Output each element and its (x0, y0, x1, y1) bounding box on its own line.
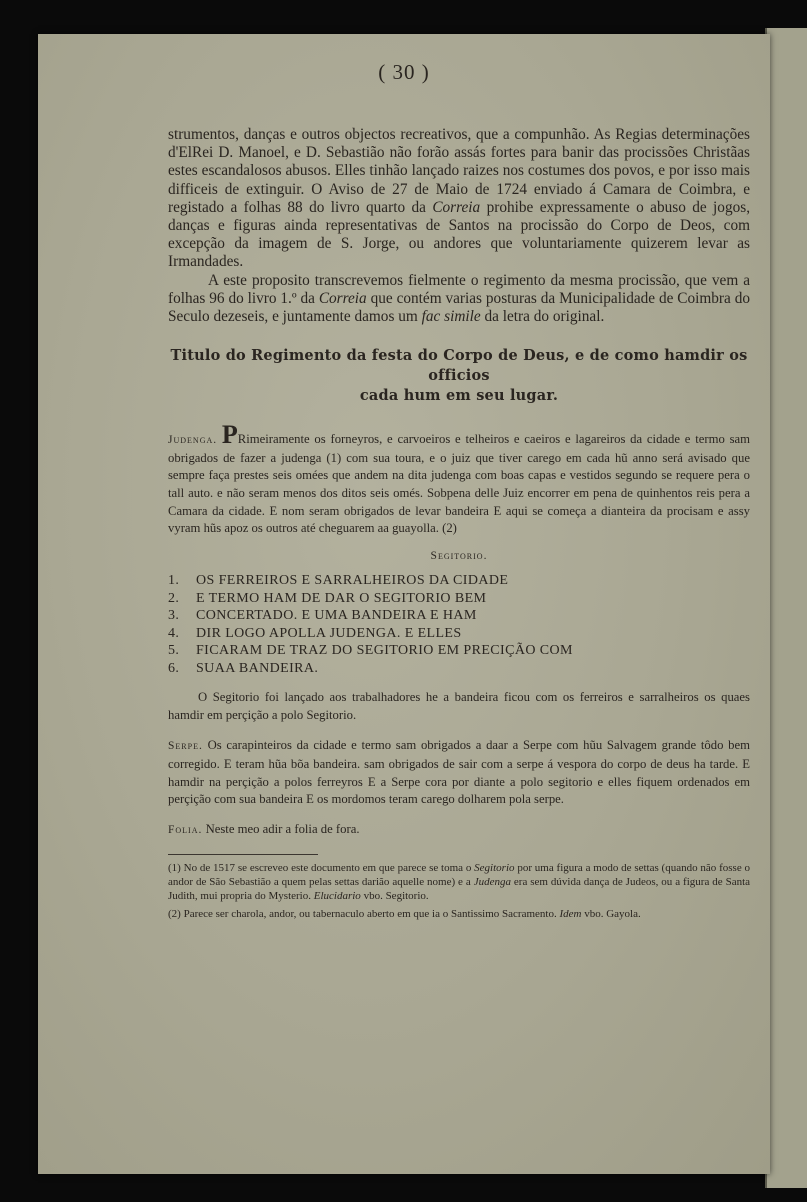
list-text: DIR LOGO APOLLA JUDENGA. E ELLES (196, 625, 462, 641)
footnote-1-italic: Segitorio (474, 862, 515, 875)
footnote-2-italic: Idem (559, 908, 582, 921)
regimento-title-line1: Titulo do Regimento da festa do Corpo de Deus, e de como hamdir os officios (170, 347, 748, 385)
footnote-1-text-b: por uma figura a modo de settas (quando não fosse o andor de São Sebastião a quem pelas settas darião aquelle nome) e a (168, 862, 751, 889)
para2-text-a: A este proposito transcrevemos fielmente o regimento da mesma procissão, que vem a folhas 96 do livro 1.º da (168, 271, 750, 307)
book-page (38, 34, 770, 1174)
footnotes (168, 861, 750, 921)
folia-paragraph (168, 821, 750, 840)
list-text: SUAA BANDEIRA. (196, 660, 319, 676)
page-content (168, 126, 750, 925)
list-text: E TERMO HAM DE DAR O SEGITORIO BEM (196, 590, 487, 606)
facsimile-list (168, 572, 750, 677)
regimento-title (168, 346, 750, 406)
footnote-divider (168, 854, 318, 855)
list-item (168, 642, 750, 660)
footnote-1-text: (1) No de 1517 se escreveo este documento em que parece se toma o (168, 862, 472, 875)
judenga-dropcap: P (221, 420, 238, 450)
para2-text-b: que contém varias posturas da Municipalidade de Coimbra do Seculo dezeseis, e juntamente damos um (168, 289, 750, 326)
footnote-1 (168, 861, 750, 903)
intro-paragraph (168, 126, 750, 272)
list-number: 4. (168, 625, 180, 641)
judenga-label: Judenga. (168, 434, 218, 447)
list-number: 1. (168, 573, 180, 589)
list-item (168, 607, 750, 625)
footnote-2-text: (2) Parece ser charola, andor, ou tabernaculo aberto em que ia o Santissimo Sacramento. (168, 908, 557, 921)
serpe-label: Serpe. (168, 740, 203, 753)
next-page-edge (765, 28, 807, 1188)
list-item (168, 590, 750, 608)
serpe-paragraph (168, 737, 750, 808)
list-number: 2. (168, 590, 180, 606)
para1-end: prohibe expressamente o abuso de jogos, danças e figuras ainda representativas de Santos na procissão do Corpo de Deos, com excepção da imagem de S. Jorge, ou andores que voluntariamente quizerem levar as Irmandades. (168, 198, 751, 271)
page-number: ( 30 ) (378, 60, 430, 84)
list-number: 3. (168, 608, 180, 624)
para1-italic: Correia (432, 198, 481, 216)
para2-text-c: da letra do original. (484, 308, 605, 326)
list-text: CONCERTADO. E UMA BANDEIRA E HAM (196, 608, 477, 624)
list-text: FICARAM DE TRAZ DO SEGITORIO EM PRECIÇÃO COM (196, 643, 573, 659)
footnote-2 (168, 907, 750, 921)
footnote-1-italic2: Judenga (473, 876, 511, 889)
para2-italic: Correia (318, 289, 367, 307)
list-text: OS FERREIROS E SARRALHEIROS DA CIDADE (196, 573, 509, 589)
list-number: 5. (168, 643, 180, 659)
footnote-1-text-c: era sem dúvida dança de Judeos, ou a figura de Santa Judith, mui propria do Mysterio. (168, 876, 751, 903)
footnote-2-text-b: vbo. Gayola. (584, 908, 641, 921)
segitorio-heading: Segitorio. (430, 550, 488, 563)
segitorio-paragraph: O Segitorio foi lançado aos trabalhadores he a bandeira ficou com os ferreiros e sarralheiros os quaes hamdir em perçição a polo Segitorio. (168, 690, 750, 723)
footnote-1-text-d: vbo. Segitorio. (363, 890, 429, 903)
list-number: 6. (168, 660, 180, 676)
folia-text: Neste meo adir a folia de fora. (205, 822, 360, 837)
list-item (168, 660, 750, 678)
list-item (168, 625, 750, 643)
judenga-text: Rimeiramente os forneyros, e carvoeiros e telheiros e caeiros e lagareiros da cidade e termo sam obrigados de fazer a judenga (1) com sua toura, e o juiz que tiver carego em cada hũ anno será avisado que sempre faça prestes seis omées que andem na dita judenga com boas capas e vestidos segundo se requere pera o tall auto. e não seram menos dos ditos seis omés. Sobpena delle Juiz encorrer em pena de quinhentos reis pera a Camara da cidade. E nom seram obrigados de levar bandeira E aqui se começa a dianteira da procisam e assy vyram hũs apoz os outros até cheguarem aa guayolla. (2) (168, 432, 751, 536)
footnote-1-italic3: Elucidario (313, 890, 361, 903)
judenga-paragraph (168, 420, 751, 538)
regimento-title-line2: cada hum em seu lugar. (359, 387, 559, 405)
folia-label: Folia. (168, 824, 203, 837)
para1-text: strumentos, danças e outros objectos recreativos, que a compunhão. As Regias determinações d'ElRei D. Manoel, e D. Sebastião não forão assás fortes para banir das procissões Christãas estes escandalosos abusos. Elles tinhão lançado raizes nos costumes dos povos, e por isso mais difficeis de extinguir. O Aviso de 27 de Maio de 1724 enviado á Camara de Coimbra, e registado a folhas 88 do livro quarto da (168, 126, 750, 216)
para2-italic2: fac simile (421, 308, 481, 326)
list-item (168, 572, 750, 590)
proposito-paragraph (168, 272, 750, 327)
serpe-text: Os carapinteiros da cidade e termo sam obrigados a daar a Serpe com hũu Salvagem grande tôdo bem corregido. E teram hũa bõa bandeira. sam obrigados de sair com a serpe á vespora do corpo de deus ha tarde. E hamdir na perçição a polos ferreyros E a Serpe cora por diante a polo segitorio e elles fiquem ordenados em perçição com sua bandeira E os mordomos teram carego dolharem pola serpe. (168, 738, 750, 807)
